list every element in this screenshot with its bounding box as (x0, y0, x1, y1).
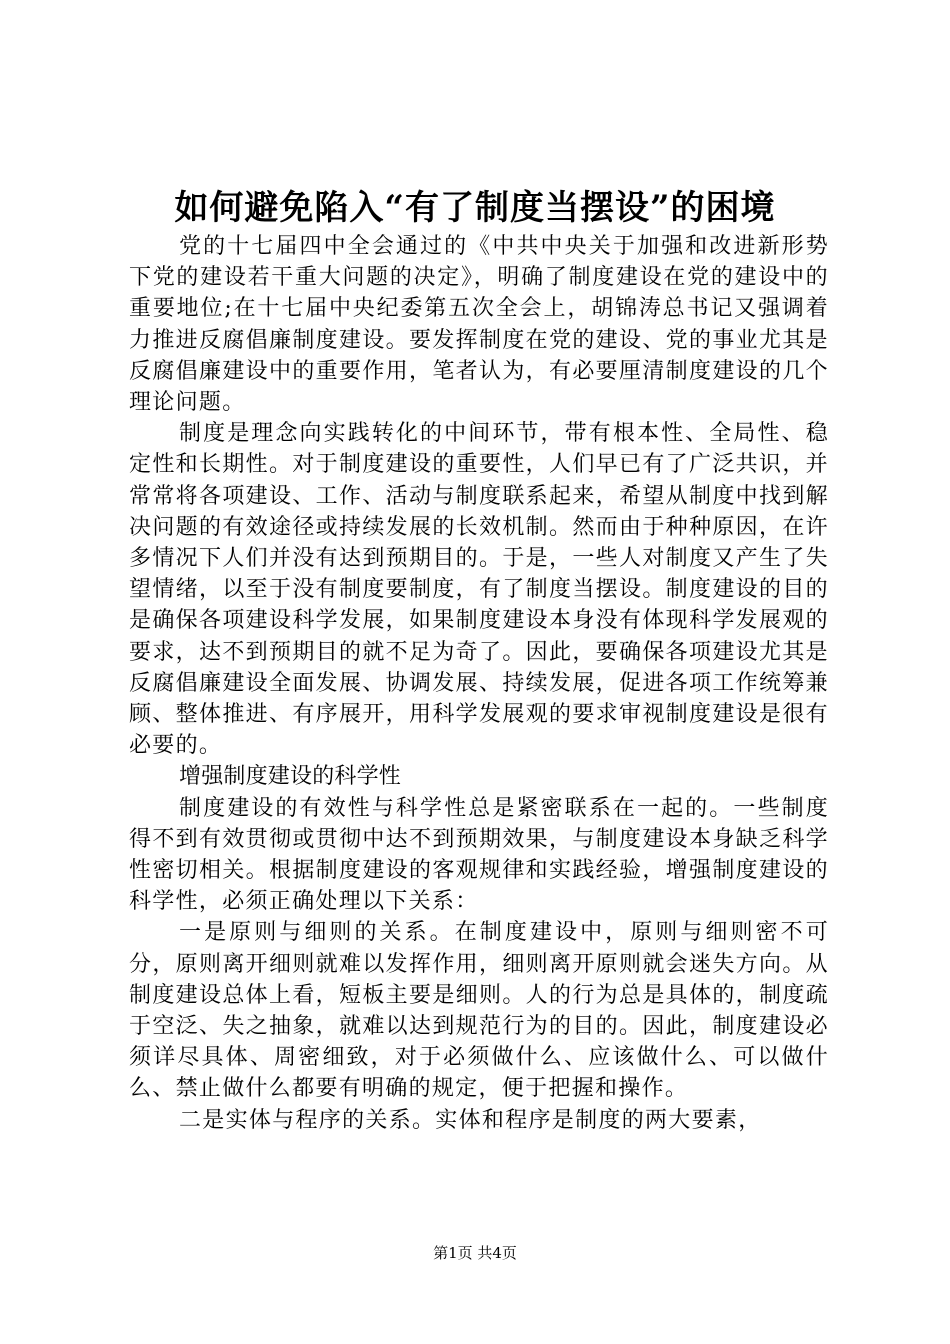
page-footer: 第1页 共4页 (433, 1244, 517, 1262)
paragraph-principle-detail: 一是原则与细则的关系。在制度建设中，原则与细则密不可分，原则离开细则就难以发挥作用，细则离开原则就会迷失方向。从制度建设总体上看，短板主要是细则。人的行为总是具体的，制度疏于空泛、失之抽象，就难以达到规范行为的目的。因此，制度建设必须详尽具体、周密细致，对于必须做什么、应该做什么、可以做什么、禁止做什么都要有明确的规定，便于把握和操作。 (129, 920, 829, 1102)
paragraph-substance-procedure: 二是实体与程序的关系。实体和程序是制度的两大要素， (179, 1107, 762, 1133)
paragraph-scientific: 制度建设的有效性与科学性总是紧密联系在一起的。一些制度得不到有效贯彻或贯彻中达不到预期效果，与制度建设本身缺乏科学性密切相关。根据制度建设的客观规律和实践经验，增强制度建设的科学性，必须正确处理以下关系： (129, 795, 829, 915)
paragraph-intro: 党的十七届四中全会通过的《中共中央关于加强和改进新形势下党的建设若干重大问题的决定》，明确了制度建设在党的建设中的重要地位;在十七届中央纪委第五次全会上，胡锦涛总书记又强调着力推进反腐倡廉制度建设。要发挥制度在党的建设、党的事业尤其是反腐倡廉建设中的重要作用，笔者认为，有必要厘清制度建设的几个理论问题。 (129, 234, 829, 416)
document-body (129, 231, 829, 1136)
section-heading: 增强制度建设的科学性 (179, 764, 402, 790)
document-title: 如何避免陷入“有了制度当摆设”的困境 (174, 188, 776, 228)
paragraph-institution: 制度是理念向实践转化的中间环节，带有根本性、全局性、稳定性和长期性。对于制度建设的重要性，人们早已有了广泛共识，并常常将各项建设、工作、活动与制度联系起来，希望从制度中找到解决问题的有效途径或持续发展的长效机制。然而由于种种原因，在许多情况下人们并没有达到预期目的。于是，一些人对制度又产生了失望情绪，以至于没有制度要制度，有了制度当摆设。制度建设的目的是确保各项建设科学发展，如果制度建设本身没有体现科学发展观的要求，达不到预期目的就不足为奇了。因此，要确保各项建设尤其是反腐倡廉建设全面发展、协调发展、持续发展，促进各项工作统筹兼顾、整体推进、有序展开，用科学发展观的要求审视制度建设是很有必要的。 (129, 421, 829, 759)
